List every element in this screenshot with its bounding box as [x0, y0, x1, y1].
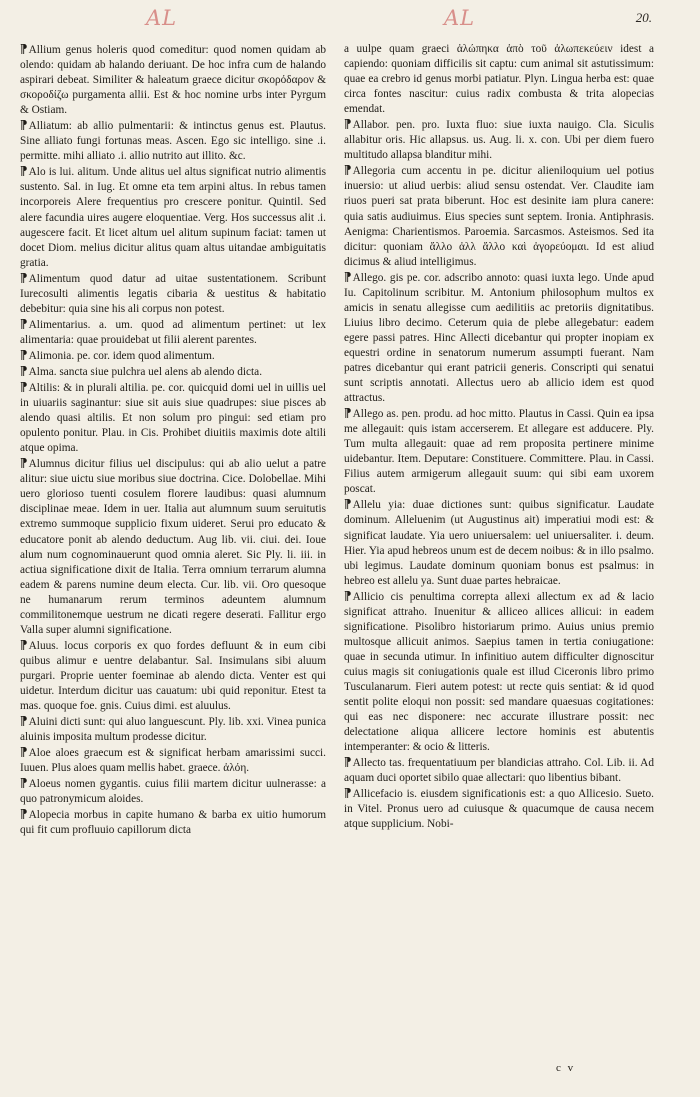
pilcrow-icon: ¶ [20, 118, 28, 133]
dictionary-entry: ¶Alimentum quod datur ad uitae sustentationem. Scribunt Iurecosulti alimentis legatis cibaria & uestitus & habitatio debebitur: quia sine his ali corpus non potest. [20, 270, 326, 315]
dictionary-entry: ¶Alimonia. pe. cor. idem quod alimentum. [20, 347, 215, 362]
marginal-annotation-left: AL [146, 6, 178, 30]
dictionary-entry: ¶Alopecia morbus in capite humano & barba ex uitio humorum qui fit cum profluuio capillorum dicta [20, 807, 326, 837]
left-text-column [20, 42, 326, 838]
pilcrow-icon: ¶ [344, 117, 352, 132]
pilcrow-icon: ¶ [20, 714, 28, 729]
pilcrow-icon: ¶ [20, 347, 28, 362]
dictionary-entry: ¶Altilis: & in plurali altilia. pe. cor. quicquid domi uel in uillis uel in uiuariis saginantur: siue sit auis siue quadrupes: siue pisces ab alendo quasi altilis. Et non solum pro pingui: sed etiam pro opulento ponitur. Plau. in Cis. Prohibet diuitiis maximis dote altili atque opima. [20, 380, 326, 455]
signature-mark: c v [556, 1062, 576, 1074]
dictionary-entry: ¶Alliatum: ab allio pulmentarii: & intinctus genus est. Plautus. Sine alliato fungi fortunas meas. Ascen. Ego sic intelligo. sine .i. permitte. mihi alliato .i. allio nutrito aut illito. &c. [20, 118, 326, 163]
pilcrow-icon: ¶ [20, 776, 28, 791]
dictionary-entry: ¶Allabor. pen. pro. Iuxta fluo: siue iuxta nauigo. Cla. Siculis allabitur oris. Hic allapsus. us. Aug. li. x. con. Ubi per diem fuero multitudo allapsa blanditur mihi. [344, 117, 654, 162]
dictionary-entry: ¶Alo is lui. alitum. Unde alitus uel altus significat nutrio alimentis sustento. Sal. in Iug. Et omne eta tem arpini altus. In rebus tamen incorporeis Alere frequentius pro crescere ponitur. Quintil. Sed alere facundia uires augere eloquentiae. Verg. Hos successus alit .i. augescere facit. Et licet altum uel alitum supinum faciat: tamen ut docet Diom. melius dicitur alitus quam altus uitandae ambiguitatis gratia. [20, 164, 326, 269]
pilcrow-icon: ¶ [20, 42, 28, 56]
pilcrow-icon: ¶ [20, 363, 28, 378]
pilcrow-icon: ¶ [20, 745, 28, 760]
pilcrow-icon: ¶ [20, 637, 28, 652]
dictionary-entry: ¶Allegoria cum accentu in pe. dicitur alieniloquium uel potius inuersio: ut aliud uerbis: aliud sensu ostendat. Ver. Claudite iam riuos pueri sat prata biberunt. Hoc est desinite iam plura canere: quia satis audiuimus. Eius species sunt septem. Ironia. Antiphrasis. Aenigma: Charientismos. Paroemia. Sarcasmos. Asteismos. Sed ita dicitur: quoniam ἄλλο ἀλλ ἄλλο καὶ ἀγορεύομαι. Id est aliud dicimus & aliud intelligimus. [344, 163, 654, 268]
right-text-column [344, 42, 654, 832]
dictionary-entry: ¶Aloe aloes graecum est & significat herbam amarissimi succi. Iuuen. Plus aloes quam mellis habet. graece. ἀλόη. [20, 745, 326, 775]
dictionary-entry-continued: a uulpe quam graeci ἀλώπηκα ἀπὸ τοῦ ἀλωπεκεύειν idest a capiendo: quoniam difficilis sit captu: cum animal sit astutissimum: quae ea crebro id genus morbi patiatur. Plyn. Lingua herba est: quae circa fontes nascitur: cuius radix combusta & trita alopecias emendat. [344, 43, 654, 116]
dictionary-entry: ¶Allicio cis penultima correpta allexi allectum ex ad & lacio significat attraho. Inuenitur & alliceo allices allicui: in eadem significatione. Pisolibro historiarum primo. Auius unius premio multosque allicuit animos. Saepius tamen in tertia coniugatione: quae in secunda utimur. In infinitiuo autem difficulter dignoscitur cuius magis sit coniugationis quale est illud Ciceronis libro primo Tusculanarum. Fieri autem potest: ut recte quis sentiat: & id quod sentit polite eloqui non possit: sed mandare quaesuas cogitationes: qui eas nec disponere: nec accurate illustrare possit: nec delectatione aliqua allicere lectore hominis est abutentis intemperanter: & ocio & litteris. [344, 588, 654, 754]
marginal-annotation-center: AL [444, 6, 476, 30]
dictionary-entry: ¶Allicefacio is. eiusdem significationis est: a quo Allicesio. Sueto. in Vitel. Pronus uero ad cuiusque & quacumque de causa necem atque supplicium. Nobi- [344, 786, 654, 831]
pilcrow-icon: ¶ [344, 406, 352, 421]
pilcrow-icon: ¶ [20, 807, 28, 822]
dictionary-entry: ¶Allego as. pen. produ. ad hoc mitto. Plautus in Cassi. Quin ea ipsa me allegauit: quis istam accerserem. Et allegare est adducere. Ply. Tum multa allegauit: quae ad rem proposita pertinere minime uidebantur. Item. Deputare: Constituere. Committere. Plau. in Cassi. Filius autem armigerum allegauit suum: qui sibi eam uxorem poscat. [344, 406, 654, 496]
dictionary-entry: ¶Allego. gis pe. cor. adscribo annoto: quasi iuxta lego. Unde apud Iu. Capitolinum scribitur. M. Antonium philosophum multos ex amicis in senatu allegisse cum aedilitiis ac pretoriis dignitatibus. Liuius libro decimo. Ceterum quia de plebe allegebatur: eadem egere passi patres. Hinc Allecti dicebantur qui propter inopiam ex equestri ordine in senatorum numerum assumpti fuerant. Nam patres dicebantur qui erant patricii generis. Conscripti qui senatui sunt scriptis annotati. Allectus uero ab allicio idem est quod attractus. [344, 269, 654, 405]
dictionary-entry: ¶Aluini dicti sunt: qui aluo languescunt. Ply. lib. xxi. Vinea punica aluinis imposita multum prodesse dicitur. [20, 714, 326, 744]
pilcrow-icon: ¶ [20, 164, 28, 179]
dictionary-entry: ¶Allelu yia: duae dictiones sunt: quibus significatur. Laudate dominum. Alleluenim (ut Augustinus ait) imperatiui modi est: & significat laudate. Yia uero uniuersalem: uel uniuersaliter. i. deum. Hier. Yia apud hebreos unum est de decem noibus: & in illo psalmo. ubi legimus. Laudate dominum quoniam bonus est psalmus: in hebreo est allelu ya. Sunt duae partes hebraicae. [344, 497, 654, 587]
pilcrow-icon: ¶ [344, 786, 352, 801]
pilcrow-icon: ¶ [344, 497, 352, 512]
pilcrow-icon: ¶ [20, 270, 28, 285]
dictionary-entry: ¶Alumnus dicitur filius uel discipulus: qui ab alio uelut a patre alitur: siue uictu siue moribus siue doctrina. Cice. Dolobellae. Mihi uero glorioso tuenti cosulem florere laudibus: quasi alumnum disciplinae meae. Idem in uer. Italia aut alumnum suum seruitutis extremo summoque supplicio fixum uideret. Serui pro educato & educatore ponit ab alendo deductum. Aug lib. vii. ciui. dei. Ioue alum num cognominauerunt quod omnia aleret. Sic Ply. li. iii. in actiua significatione dixit de Italia. Terra omnium terrarum alumna eadem & parens numine deum electa. Cur. lib. vii. Oro quesoque ne humanarum rerum terminos adeuntem alumnum commilitonemque uestrum ne dicati regere deserati. Fallitur ergo Valla super alumni significatione. [20, 456, 326, 636]
dictionary-entry: ¶Aloeus nomen gygantis. cuius filii martem dicitur uulnerasse: a quo patronymicum aloides. [20, 776, 326, 806]
pilcrow-icon: ¶ [344, 163, 352, 178]
pilcrow-icon: ¶ [344, 269, 352, 284]
pilcrow-icon: ¶ [20, 380, 28, 395]
dictionary-entry: ¶Aluus. locus corporis ex quo fordes defluunt & in eum cibi quibus alimur e uentre delabantur. Sal. Insimulans sibi aluum purgari. Proprie uenter foeminae ab alendo dicta. Venter est qui uidetur. Interdum dicitur uas cauatum: ubi quid reponitur. Etest ta mas. quoque foe. gnis. Cuius dimi. est aluulus. [20, 637, 326, 713]
pilcrow-icon: ¶ [20, 456, 28, 471]
pilcrow-icon: ¶ [344, 755, 352, 770]
dictionary-entry: ¶Alimentarius. a. um. quod ad alimentum pertinet: ut lex alimentaria: quae prouidebat ut filii alerent parentes. [20, 316, 326, 346]
dictionary-entry: ¶Allium genus holeris quod comeditur: quod nomen quidam ab olendo: quidam ab halando deriuant. De hoc infra cum de halando aspirari debeat. Similiter & haleatum graece dicitur σκορόδαρον & σκοροδίζω purgamenta allii. Est & hoc nomine urbs inter Pyrgum & Ostiam. [20, 42, 326, 117]
folio-number: 20. [635, 10, 652, 25]
pilcrow-icon: ¶ [20, 316, 28, 331]
dictionary-entry: ¶Allecto tas. frequentatiuum per blandicias attraho. Col. Lib. ii. Ad aquam duci oportet sibilo quae allectari: quo libentius bibant. [344, 755, 654, 785]
dictionary-entry: ¶Alma. sancta siue pulchra uel alens ab alendo dicta. [20, 363, 263, 378]
pilcrow-icon: ¶ [344, 588, 352, 603]
